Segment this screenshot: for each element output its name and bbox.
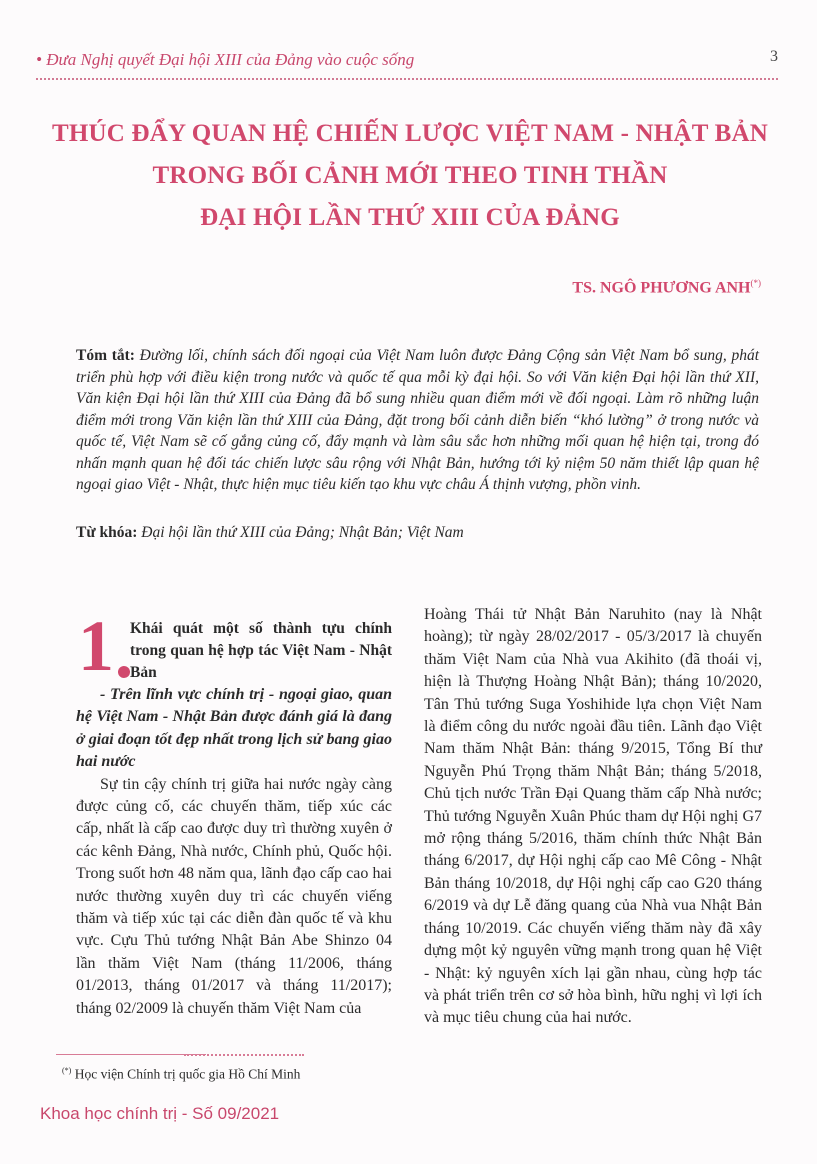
left-column xyxy=(76,606,392,1020)
article-title-line-1: THÚC ĐẨY QUAN HỆ CHIẾN LƯỢC VIỆT NAM - NHẬT BẢN xyxy=(52,120,768,147)
body-paragraph-right: Hoàng Thái tử Nhật Bản Naruhito (nay là Nhật hoàng); từ ngày 28/02/2017 - 05/3/2017 là chuyến thăm Việt Nam của Nhà vua Akihito (đã thoái vị, hiện là Thượng Hoàng Nhật Bản); tháng 10/2020, Tân Thủ tướng Suga Yoshihide lựa chọn Việt Nam là điểm công du nước ngoài đầu tiên. Lãnh đạo Việt Nam thăm Nhật Bản: tháng 9/2015, Tổng Bí thư Nguyễn Phú Trọng thăm Nhật Bản; tháng 5/2018, Chủ tịch nước Trần Đại Quang thăm cấp Nhà nước; Thủ tướng Nguyễn Xuân Phúc tham dự Hội nghị G7 mở rộng tháng 5/2016, thăm chính thức Nhật Bản tháng 6/2017, dự Hội nghị cấp cao Mê Công - Nhật Bản tháng 10/2018, dự Hội nghị cấp cao G20 tháng 6/2019 và dự Lễ đăng quang của Nhà vua Nhật Bản tháng 10/2019. Các chuyến viếng thăm này đã xây dựng một kỷ nguyên vững mạnh trong quan hệ Việt - Nhật: kỷ nguyên xích lại gần nhau, cùng hợp tác và phát triển trên cơ sở hòa bình, hữu nghị vì lợi ích và mục tiêu chung của hai nước. xyxy=(424,606,762,1027)
article-title-line-3: ĐẠI HỘI LẦN THỨ XIII CỦA ĐẢNG xyxy=(200,204,620,231)
running-title: • Đưa Nghị quyết Đại hội XIII của Đảng vào cuộc sống xyxy=(36,50,415,69)
author-footnote-mark: (*) xyxy=(750,278,761,288)
footnote-mark: (*) xyxy=(62,1066,72,1075)
abstract xyxy=(76,345,759,496)
section-number: 1 xyxy=(78,606,114,686)
section-title: Khái quát một số thành tựu chính trong quan hệ hợp tác Việt Nam - Nhật Bản xyxy=(130,620,392,681)
journal-footer: Khoa học chính trị - Số 09/2021 xyxy=(40,1104,280,1123)
section-bullet-dot xyxy=(118,666,130,678)
body-paragraph-left: Sự tin cậy chính trị giữa hai nước ngày càng được củng cố, các chuyến thăm, tiếp xúc các cấp, nhất là cấp cao được duy trì thường xuyên ở các kênh Đảng, Nhà nước, Chính phủ, Quốc hội. Trong suốt hơn 48 năm qua, lãnh đạo cấp cao hai nước thường xuyên duy trì các chuyến viếng thăm và tiếp xúc tại các diễn đàn quốc tế và khu vực. Cựu Thủ tướng Nhật Bản Abe Shinzo 04 lần thăm Việt Nam (tháng 11/2006, tháng 01/2013, tháng 01/2017 và tháng 11/2017); tháng 02/2009 là chuyến thăm Việt Nam của xyxy=(76,775,392,1017)
abstract-text: Đường lối, chính sách đối ngoại của Việt Nam luôn được Đảng Cộng sản Việt Nam bổ sung, phát triển phù hợp với điều kiện trong nước và quốc tế qua mỗi kỳ đại hội. So với Văn kiện Đại hội lần thứ XII, Văn kiện Đại hội lần thứ XIII của Đảng đã bổ sung nhiều quan điểm mới về đối ngoại. Làm rõ những luận điểm mới trong Văn kiện lần thứ XIII của Đảng, đặt trong bối cảnh diễn biến “khó lường” ở trong nước và quốc tế, Việt Nam sẽ cố gắng củng cố, đẩy mạnh và làm sâu sắc hơn những mối quan hệ hiện tại, trong đó nhấn mạnh quan hệ đối tác chiến lược sâu rộng với Nhật Bản, hướng tới kỷ niệm 50 năm thiết lập quan hệ ngoại giao Việt - Nhật, thực hiện mục tiêu kiến tạo khu vực châu Á thịnh vượng, phồn vinh. xyxy=(76,347,759,493)
author-name: TS. NGÔ PHƯƠNG ANH xyxy=(572,279,751,297)
page-number: 3 xyxy=(770,48,778,65)
article-title-line-2: TRONG BỐI CẢNH MỚI THEO TINH THẦN xyxy=(152,162,668,189)
footnote xyxy=(62,1066,300,1083)
section-heading xyxy=(76,606,392,686)
section-subheading: - Trên lĩnh vực chính trị - ngoại giao, quan hệ Việt Nam - Nhật Bản được đánh giá là đang ở giai đoạn tốt đẹp nhất trong lịch sử bang giao hai nước xyxy=(76,686,392,771)
right-column xyxy=(424,604,762,1030)
header-divider xyxy=(36,78,778,80)
keywords-text: Đại hội lần thứ XIII của Đảng; Nhật Bản; Việt Nam xyxy=(141,524,464,541)
footnote-divider-dotted xyxy=(184,1054,304,1056)
author-line xyxy=(572,278,761,297)
running-header xyxy=(36,48,778,74)
keywords-label: Từ khóa: xyxy=(76,524,138,541)
keywords xyxy=(76,524,759,542)
footnote-text: Học viện Chính trị quốc gia Hồ Chí Minh xyxy=(74,1066,301,1082)
abstract-label: Tóm tắt: xyxy=(76,347,135,364)
